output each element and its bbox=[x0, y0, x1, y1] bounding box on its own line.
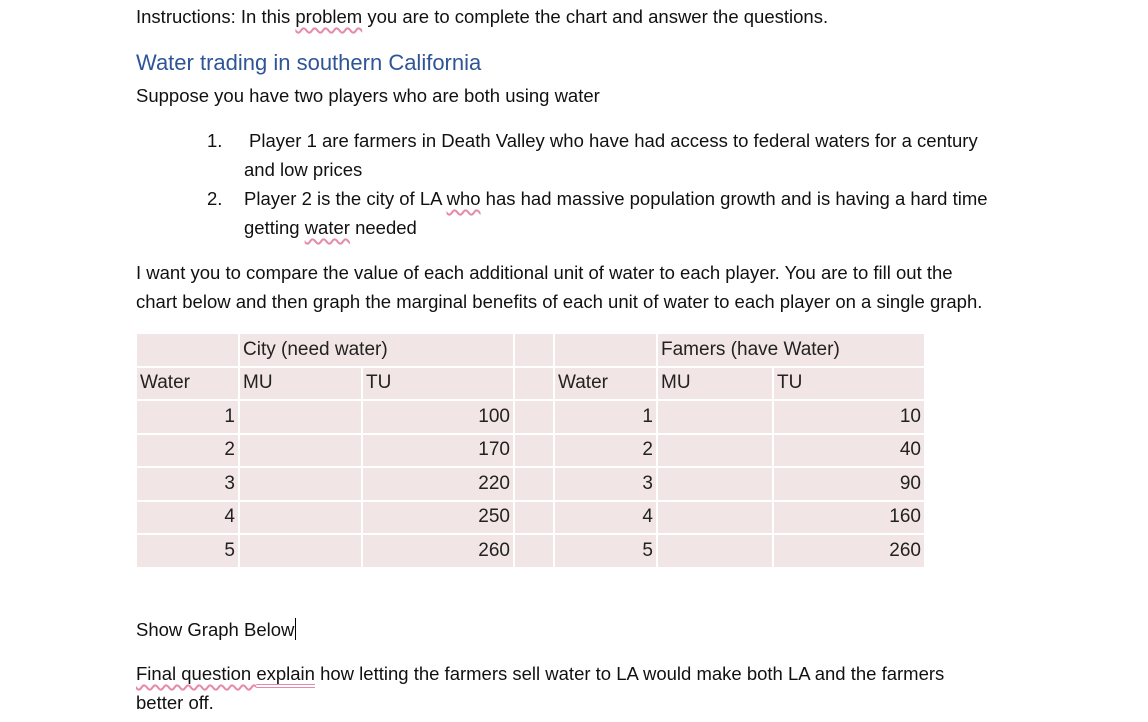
farm-tu-header[interactable]: TU bbox=[774, 368, 926, 402]
farm-mu-cell[interactable] bbox=[658, 535, 774, 569]
farm-mu-cell[interactable] bbox=[658, 401, 774, 435]
instructions-prefix: Instructions: In this bbox=[136, 6, 296, 27]
table-cell[interactable] bbox=[555, 334, 658, 368]
city-water-cell[interactable]: 1 bbox=[137, 401, 240, 435]
city-tu-header[interactable]: TU bbox=[363, 368, 515, 402]
table-cell[interactable] bbox=[515, 435, 555, 469]
city-water-cell[interactable]: 3 bbox=[137, 468, 240, 502]
city-tu-cell[interactable]: 170 bbox=[363, 435, 515, 469]
city-water-cell[interactable]: 4 bbox=[137, 502, 240, 536]
table-cell[interactable] bbox=[515, 535, 555, 569]
instructions-suffix: you are to complete the chart and answer the questions. bbox=[362, 6, 829, 27]
show-graph-text: Show Graph Below bbox=[136, 619, 295, 640]
instructions-line bbox=[136, 6, 828, 28]
farm-tu-cell[interactable]: 160 bbox=[774, 502, 926, 536]
city-water-header[interactable]: Water bbox=[137, 368, 240, 402]
final-question-spell-explain: explain bbox=[256, 663, 315, 684]
city-tu-cell[interactable]: 250 bbox=[363, 502, 515, 536]
table-row bbox=[137, 435, 926, 469]
farm-water-header[interactable]: Water bbox=[555, 368, 658, 402]
utility-table bbox=[137, 334, 926, 569]
table-cell[interactable] bbox=[515, 468, 555, 502]
table-cell[interactable] bbox=[515, 401, 555, 435]
farm-mu-cell[interactable] bbox=[658, 502, 774, 536]
table-row bbox=[137, 535, 926, 569]
table-row bbox=[137, 502, 926, 536]
city-tu-cell[interactable]: 100 bbox=[363, 401, 515, 435]
city-title[interactable]: City (need water) bbox=[240, 334, 515, 368]
table-cell[interactable] bbox=[515, 502, 555, 536]
table-row bbox=[137, 401, 926, 435]
final-question-prefix: Final question bbox=[136, 663, 257, 684]
city-mu-cell[interactable] bbox=[240, 401, 363, 435]
final-question-line-2: better off. bbox=[136, 692, 214, 713]
farm-mu-cell[interactable] bbox=[658, 468, 774, 502]
farm-water-cell[interactable]: 3 bbox=[555, 468, 658, 502]
show-graph-line bbox=[136, 618, 296, 641]
paragraph-line-2: chart below and then graph the marginal benefits of each unit of water to each player on a single graph. bbox=[136, 291, 983, 312]
city-tu-cell[interactable]: 220 bbox=[363, 468, 515, 502]
farm-water-cell[interactable]: 4 bbox=[555, 502, 658, 536]
list-item-2-line1 bbox=[244, 188, 988, 210]
city-water-cell[interactable]: 5 bbox=[137, 535, 240, 569]
section-heading: Water trading in southern California bbox=[136, 50, 482, 75]
list-item-2-line2-prefix: getting bbox=[244, 217, 305, 238]
farm-tu-cell[interactable]: 10 bbox=[774, 401, 926, 435]
list-item-2-line1-prefix: Player 2 is the city of LA bbox=[244, 188, 447, 209]
instructions-spell-word: problem bbox=[295, 6, 363, 27]
list-item-2-spell-who: who bbox=[446, 188, 481, 209]
farm-tu-cell[interactable]: 90 bbox=[774, 468, 926, 502]
list-item-2-line2-suffix: needed bbox=[349, 217, 417, 238]
farm-water-cell[interactable]: 1 bbox=[555, 401, 658, 435]
list-number-1: 1. bbox=[207, 130, 223, 151]
list-number-2: 2. bbox=[207, 188, 223, 209]
list-item-1-line2: and low prices bbox=[244, 159, 363, 180]
farm-water-cell[interactable]: 2 bbox=[555, 435, 658, 469]
text-cursor bbox=[295, 618, 296, 640]
farmers-title[interactable]: Famers (have Water) bbox=[658, 334, 926, 368]
city-mu-cell[interactable] bbox=[240, 468, 363, 502]
list-item-2-line1-suffix: has had massive population growth and is having a hard time bbox=[480, 188, 988, 209]
city-water-cell[interactable]: 2 bbox=[137, 435, 240, 469]
paragraph-line-1: I want you to compare the value of each additional unit of water to each player. You are to fill out the bbox=[136, 262, 953, 283]
final-question-suffix: how letting the farmers sell water to LA would make both LA and the farmers bbox=[314, 663, 945, 684]
farm-tu-cell[interactable]: 40 bbox=[774, 435, 926, 469]
city-mu-cell[interactable] bbox=[240, 435, 363, 469]
city-tu-cell[interactable]: 260 bbox=[363, 535, 515, 569]
city-mu-cell[interactable] bbox=[240, 502, 363, 536]
table-cell[interactable] bbox=[137, 334, 240, 368]
farm-mu-header[interactable]: MU bbox=[658, 368, 774, 402]
list-item-1-line1: Player 1 are farmers in Death Valley who have had access to federal waters for a century bbox=[249, 130, 978, 151]
table-title-row bbox=[137, 334, 926, 368]
final-question-line-1 bbox=[136, 663, 944, 685]
city-mu-header[interactable]: MU bbox=[240, 368, 363, 402]
city-mu-cell[interactable] bbox=[240, 535, 363, 569]
table-row bbox=[137, 468, 926, 502]
list-item-2-line2 bbox=[244, 217, 417, 239]
table-header-row bbox=[137, 368, 926, 402]
list-item-2-spell-water: water bbox=[304, 217, 350, 238]
farm-mu-cell[interactable] bbox=[658, 435, 774, 469]
farm-tu-cell[interactable]: 260 bbox=[774, 535, 926, 569]
table-cell[interactable] bbox=[515, 334, 555, 368]
farm-water-cell[interactable]: 5 bbox=[555, 535, 658, 569]
intro-text: Suppose you have two players who are both using water bbox=[136, 85, 600, 106]
table-cell[interactable] bbox=[515, 368, 555, 402]
